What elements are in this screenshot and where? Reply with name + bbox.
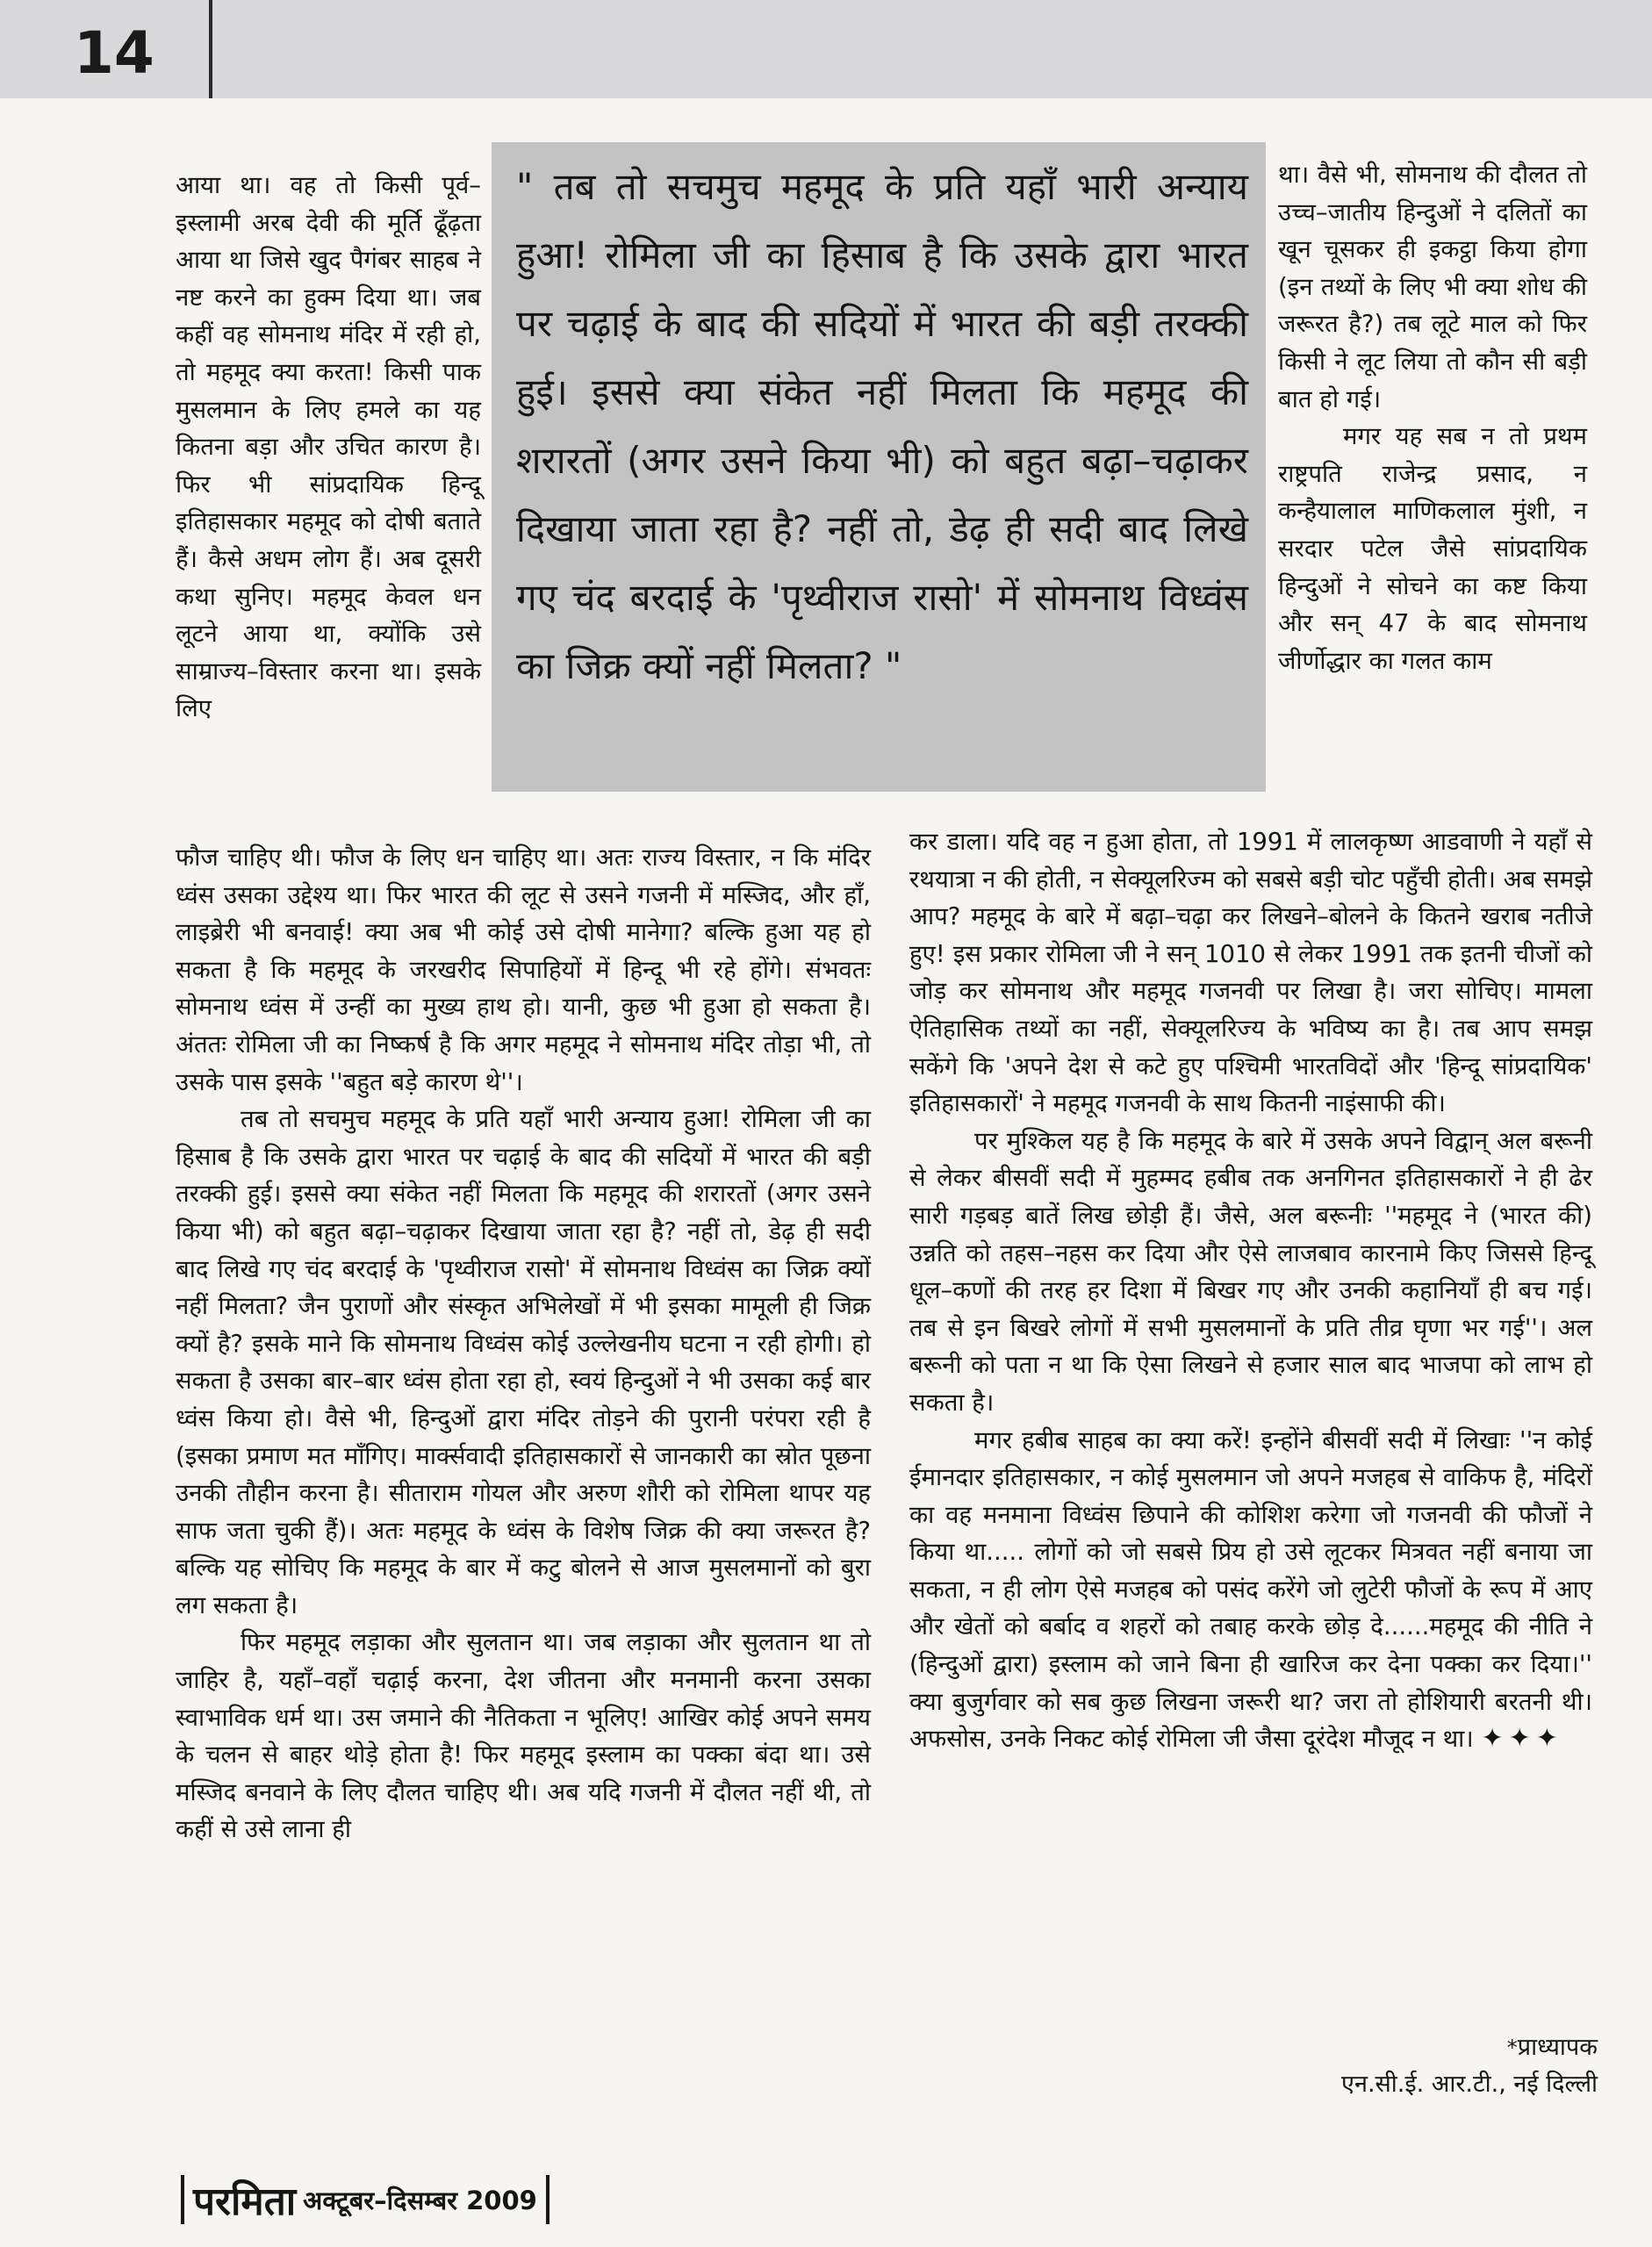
paragraph: आया था। वह तो किसी पूर्व–इस्लामी अरब देवी की मूर्ति ढूँढ़ता आया था जिसे खुद पैगंबर साहब ने नष्ट करने का हुक्म दिया था। जब कहीं वह सोमनाथ मंदिर में रही हो, तो महमूद क्या करता! किसी पाक मुसलमान के लिए हमले का यह कितना बड़ा और उचित कारण है। फिर भी सांप्रदायिक हिन्दू इतिहासकार महमूद को दोषी बताते हैं। कैसे अधम लोग हैं। अब दूसरी कथा सुनिए। महमूद केवल धन लूटने आया था, क्योंकि उसे साम्राज्य–विस्तार करना था। इसके लिए xyxy=(176,171,481,723)
pull-quote-box xyxy=(492,142,1266,792)
header-rule xyxy=(209,0,212,104)
paragraph: फौज चाहिए थी। फौज के लिए धन चाहिए था। अतः राज्य विस्तार, न कि मंदिर ध्वंस उसका उद्देश्य था। फिर भारत की लूट से उसने गजनी में मस्जिद, और हाँ, लाइब्रेरी भी बनवाई! क्या अब भी कोई उसे दोषी मानेगा? बल्कि हुआ यह हो सकता है कि महमूद के जरखरीद सिपाहियों में हिन्दू भी रहे होंगे। संभवतः सोमनाथ ध्वंस में उन्हीं का मुख्य हाथ हो। यानी, कुछ भी हुआ हो सकता है। अंततः रोमिला जी का निष्कर्ष है कि अगर महमूद ने सोमनाथ मंदिर तोड़ा भी, तो उसके पास इसके ''बहुत बड़े कारण थे''। xyxy=(176,844,871,1096)
author-note xyxy=(1141,2029,1598,2103)
issue-date: अक्टूबर–दिसम्बर 2009 xyxy=(303,2185,537,2215)
paragraph: फिर महमूद लड़ाका और सुलतान था। जब लड़ाका और सुलतान था तो जाहिर है, यहाँ–वहाँ चढ़ाई करना, देश जीतना और मनमानी करना उसका स्वाभाविक धर्म था। उस जमाने की नैतिकता न भूलिए! आखिर कोई अपने समय के चलन से बाहर थोड़े होता है! फिर महमूद इस्लाम का पक्का बंदा था। उसे मस्जिद बनवाने के लिए दौलत चाहिए थी। अब यदि गजनी में दौलत नहीं थी, तो कहीं से उसे लाना ही xyxy=(176,1628,871,1844)
paragraph: था। वैसे भी, सोमनाथ की दौलत तो उच्च–जातीय हिन्दुओं ने दलितों का खून चूसकर ही इकट्ठा किया होगा (इन तथ्यों के लिए भी क्या शोध की जरूरत है?) तब लूटे माल को फिर किसी ने लूट लिया तो कौन सी बड़ी बात हो गई। xyxy=(1278,161,1587,413)
paragraph xyxy=(909,1422,1592,1758)
end-of-article-marks: ✦✦✦ xyxy=(1481,1723,1563,1755)
column-right-bottom xyxy=(909,823,1592,1758)
paragraph-text: मगर हबीब साहब का क्या करें! इन्होंने बीसवीं सदी में लिखाः ''न कोई ईमानदार इतिहासकार, न कोई मुसलमान जो अपने मजहब से वाकिफ है, मंदिरों का वह मनमाना विध्वंस छिपाने की कोशिश करेगा जो गजनवी की फौजों ने किया था..... लोगों को जो सबसे प्रिय हो उसे लूटकर मित्रवत नहीं बनाया जा सकता, न ही लोग ऐसे मजहब को पसंद करेंगे जो लुटेरी फौजों के रूप में आए और खेतों को बर्बाद व शहरों को तबाह करके छोड़ दे......महमूद की नीति ने (हिन्दुओं द्वारा) इस्लाम को जाने बिना ही खारिज कर देना पक्का कर दिया।'' क्या बुजुर्गवार को सब कुछ लिखना जरूरी था? जरा तो होशियारी बरतनी थी। अफसोस, उनके निकट कोई रोमिला जी जैसा दूरंदेश मौजूद न था। xyxy=(909,1425,1592,1754)
author-designation: प्राध्यापक xyxy=(1517,2034,1598,2061)
paragraph: तब तो सचमुच महमूद के प्रति यहाँ भारी अन्याय हुआ! रोमिला जी का हिसाब है कि उसके द्वारा भारत पर चढ़ाई के बाद की सदियों में भारत की बड़ी तरक्की हुई। इससे क्या संकेत नहीं मिलता कि महमूद की शरारतों (अगर उसने किया भी) को बहुत बढ़ा–चढ़ाकर दिखाया जाता रहा है? नहीं तो, डेढ़ ही सदी बाद लिखे गए चंद बरदाई के 'पृथ्वीराज रासो' में सोमनाथ विध्वंस का जिक्र क्यों नहीं मिलता? जैन पुराणों और संस्कृत अभिलेखों में भी इसका मामूली ही जिक्र क्यों है? इसके माने कि सोमनाथ विध्वंस कोई उल्लेखनीय घटना न रही होगी। हो सकता है उसका बार–बार ध्वंस होता रहा हो, स्वयं हिन्दुओं ने भी उसका कई बार ध्वंस किया हो। वैसे भी, हिन्दुओं द्वारा मंदिर तोड़ने की पुरानी परंपरा रही है (इसका प्रमाण मत माँगिए। मार्क्सवादी इतिहासकारों से जानकारी का स्रोत पूछना उनकी तौहीन करना है। सीताराम गोयल और अरुण शौरी को रोमिला थापर यह साफ जता चुकी हैं)। अतः महमूद के ध्वंस के विशेष जिक्र की क्या जरूरत है? बल्कि यह सोचिए कि महमूद के बार में कटु बोलने से आज मुसलमानों को बुरा लग सकता है। xyxy=(176,1105,871,1619)
paragraph: मगर यह सब न तो प्रथम राष्ट्रपति राजेन्द्र प्रसाद, न कन्हैयालाल माणिकलाल मुंशी, न सरदार पटेल जैसे सांप्रदायिक हिन्दुओं ने सोचने का कष्ट किया और सन् 47 के बाद सोमनाथ जीर्णोद्धार का गलत काम xyxy=(1278,422,1587,675)
footer xyxy=(181,2173,549,2226)
paragraph: कर डाला। यदि वह न हुआ होता, तो 1991 में लालकृष्ण आडवाणी ने यहाँ से रथयात्रा न की होती, न सेक्यूलरिज्म को सबसे बड़ी चोट पहुँची होती। अब समझे आप? महमूद के बारे में बढ़ा–चढ़ा कर लिखने–बोलने के कितने खराब नतीजे हुए! इस प्रकार रोमिला जी ने सन् 1010 से लेकर 1991 तक इतनी चीजों को जोड़ कर सोमनाथ और महमूद गजनवी पर लिखा है। जरा सोचिए। मामला ऐतिहासिक तथ्यों का नहीं, सेक्यूलरिज्य के भविष्य का है। तब आप समझ सकेंगे कि 'अपने देश से कटे हुए पश्चिमी भारतविदों और 'हिन्दू सांप्रदायिक' इतिहासकारों' ने महमूद गजनवी के साथ कितनी नाइंसाफी की। xyxy=(909,828,1592,1118)
column-left-top xyxy=(176,167,481,728)
footnote-star: * xyxy=(1506,2035,1518,2060)
page-number: 14 xyxy=(74,19,154,87)
magazine-name: परमिता xyxy=(193,2179,297,2224)
column-right-top xyxy=(1278,156,1587,679)
footer-bar-left xyxy=(181,2175,184,2224)
footer-bar-right xyxy=(546,2175,549,2224)
paragraph: पर मुश्किल यह है कि महमूद के बारे में उसके अपने विद्वान् अल बरूनी से लेकर बीसवीं सदी में मुहम्मद हबीब तक अनगिनत इतिहासकारों ने ही ढेर सारी गड़बड़ बातें लिख छोड़ी हैं। जैसे, अल बरूनीः ''महमूद ने (भारत की) उन्नति को तहस–नहस कर दिया और ऐसे लाजबाव कारनामे किए जिससे हिन्दू धूल–कणों की तरह हर दिशा में बिखर गए और उनकी कहानियाँ ही बच गई। तब से इन बिखरे लोगों में सभी मुसलमानों के प्रति तीव्र घृणा भर गई''। अल बरूनी को पता न था कि ऐसा लिखने से हजार साल बाद भाजपा को लाभ हो सकता है। xyxy=(909,1126,1592,1417)
pull-quote-text: " तब तो सचमुच महमूद के प्रति यहाँ भारी अन्याय हुआ! रोमिला जी का हिसाब है कि उसके द्वारा भारत पर चढ़ाई के बाद की सदियों में भारत की बड़ी तरक्की हुई। इससे क्या संकेत नहीं मिलता कि महमूद की शरारतों (अगर उसने किया भी) को बहुत बढ़ा–चढ़ाकर दिखाया जाता रहा है? नहीं तो, डेढ़ ही सदी बाद लिखे गए चंद बरदाई के 'पृथ्वीराज रासो' में सोमनाथ विध्वंस का जिक्र क्यों नहीं मिलता? " xyxy=(516,165,1248,687)
author-affiliation: एन.सी.ई. आर.टी., नई दिल्ली xyxy=(1341,2071,1598,2098)
column-left-bottom xyxy=(176,839,871,1849)
header-band xyxy=(0,0,1652,98)
